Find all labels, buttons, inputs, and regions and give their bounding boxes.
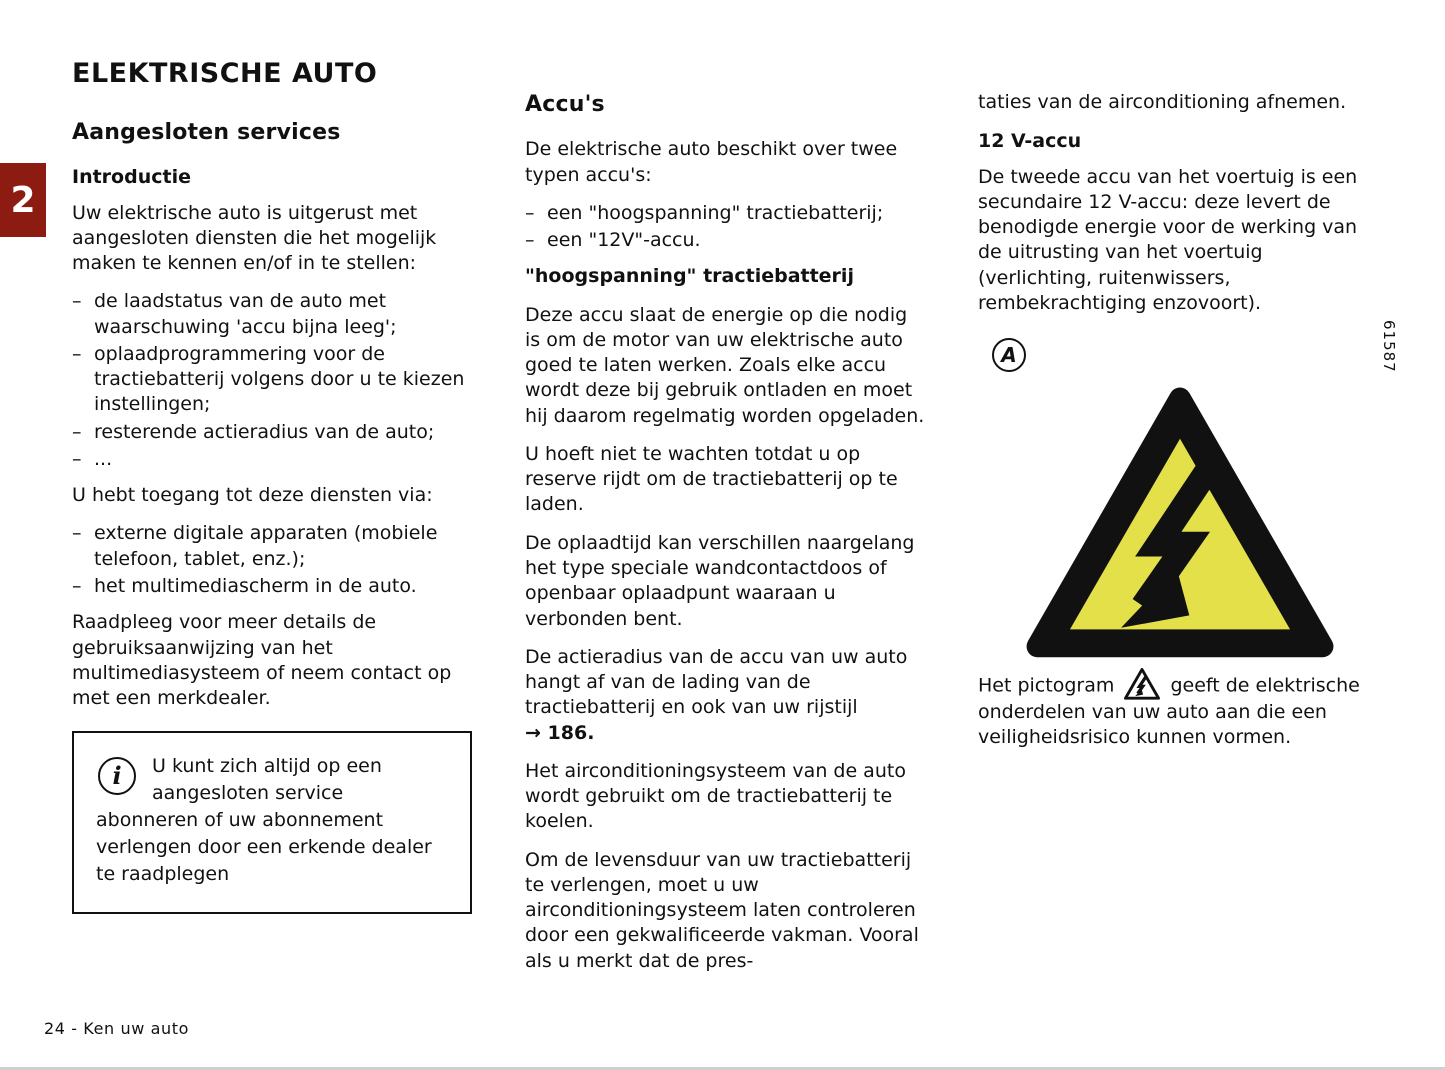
list-item bbox=[525, 201, 925, 226]
section-heading: Aangesloten services bbox=[72, 120, 341, 145]
paragraph: Om de levensduur van uw tractiebatterij te verlengen, moet u uw airconditioningsysteem laten controleren door een gekwalificeerde vakman. Vooral als u merkt dat de pres- bbox=[525, 848, 919, 972]
list-dash: – bbox=[525, 229, 535, 252]
list-item-text: het multimediascherm in de auto. bbox=[94, 574, 417, 597]
subsection-heading: Introductie bbox=[72, 166, 191, 189]
list-item bbox=[72, 289, 472, 340]
figure-code: 61587 bbox=[1380, 320, 1398, 373]
list-item bbox=[72, 420, 472, 445]
subsection-heading: 12 V-accu bbox=[978, 130, 1082, 153]
list-dash: – bbox=[525, 201, 535, 224]
list-item-text: de laadstatus van de auto met waarschuwing 'accu bijna leeg'; bbox=[94, 290, 397, 338]
list-dash: – bbox=[72, 522, 82, 545]
paragraph-text: Het pictogram bbox=[978, 674, 1115, 697]
pictogram-paragraph bbox=[978, 668, 1382, 750]
list-item bbox=[72, 574, 472, 599]
list-item-text: resterende actieradius van de auto; bbox=[94, 420, 435, 443]
paragraph: De oplaadtijd kan verschillen naargelang het type speciale wandcontactdoos of openbaar oplaadpunt waaraan u verbonden bent. bbox=[525, 531, 915, 630]
paragraph: Deze accu slaat de energie op die nodig is om de motor van uw elektrische auto goed te laten werken. Zoals elke accu wordt deze bij gebruik ontladen en moet hij daarom regelmatig worden opgeladen. bbox=[525, 303, 925, 427]
bullet-list bbox=[72, 521, 472, 599]
paragraph: De elektrische auto beschikt over twee typen accu's: bbox=[525, 138, 898, 186]
paragraph: U hoeft niet te wachten totdat u op reserve rijdt om de tractiebatterij op te laden. bbox=[525, 442, 898, 516]
info-box bbox=[72, 731, 472, 914]
paragraph: U hebt toegang tot deze diensten via: bbox=[72, 484, 433, 507]
list-item bbox=[72, 342, 472, 418]
list-item bbox=[72, 447, 472, 472]
list-dash: – bbox=[72, 420, 82, 443]
column-2 bbox=[525, 90, 925, 987]
subsection-heading: "hoogspanning" tractiebatterij bbox=[525, 265, 854, 288]
circled-a-letter: A bbox=[1001, 342, 1017, 367]
paragraph: Het airconditioningsysteem van de auto wordt gebruikt om de tractiebatterij te koelen. bbox=[525, 759, 906, 833]
high-voltage-pictogram-icon bbox=[1124, 668, 1160, 700]
section-heading: Accu's bbox=[525, 92, 605, 117]
list-dash: – bbox=[72, 447, 82, 470]
page-reference: → 186. bbox=[525, 721, 595, 744]
info-icon bbox=[98, 757, 136, 795]
column-3 bbox=[978, 90, 1398, 763]
paragraph: Raadpleeg voor meer details de gebruiksaanwijzing van het multimediasysteem of neem contact op met een merkdealer. bbox=[72, 611, 452, 710]
list-item bbox=[525, 228, 925, 253]
list-item-text: externe digitale apparaten (mobiele telefoon, tablet, enz.); bbox=[94, 522, 438, 570]
column-1 bbox=[72, 118, 472, 914]
chapter-tab bbox=[0, 163, 46, 237]
page-footer: 24 - Ken uw auto bbox=[44, 1019, 189, 1038]
list-dash: – bbox=[72, 342, 82, 365]
list-item-text: een "hoogspanning" tractiebatterij; bbox=[547, 201, 884, 224]
paragraph-text: De actieradius van de accu van uw auto hangt af van de lading van de tractiebatterij en ook van uw rijstijl bbox=[525, 645, 908, 719]
paragraph: De tweede accu van het voertuig is een secundaire 12 V-accu: deze levert de benodigde energie voor de werking van de uitrusting van het voertuig (verlichting, ruitenwissers, rembekrachtiging enzovoort). bbox=[978, 165, 1358, 314]
circled-a-label bbox=[992, 338, 1026, 372]
list-item-text: een "12V"-accu. bbox=[547, 229, 701, 252]
list-item-text: oplaadprogrammering voor de tractiebatterij volgens door u te kiezen instellingen; bbox=[94, 342, 465, 416]
info-box-text: U kunt zich altijd op een aangesloten service abonneren of uw abonnement verlengen door een erkende dealer te raadplegen bbox=[96, 755, 432, 886]
list-item-text: ... bbox=[94, 447, 113, 470]
bullet-list bbox=[72, 289, 472, 472]
warning-triangle-icon bbox=[1025, 386, 1335, 659]
paragraph-text: geeft de elektrische onderdelen van uw auto aan die een veiligheidsrisico kunnen vormen. bbox=[978, 674, 1360, 749]
paragraph-with-reference bbox=[525, 645, 925, 746]
paragraph: taties van de airconditioning afnemen. bbox=[978, 91, 1347, 113]
page-title: ELEKTRISCHE AUTO bbox=[72, 58, 378, 90]
paragraph: Uw elektrische auto is uitgerust met aangesloten diensten die het mogelijk maken te kennen en/of in te stellen: bbox=[72, 201, 437, 275]
list-item bbox=[72, 521, 472, 572]
bullet-list bbox=[525, 201, 925, 254]
info-icon-glyph: i bbox=[112, 761, 122, 791]
list-dash: – bbox=[72, 574, 82, 597]
list-dash: – bbox=[72, 290, 82, 313]
chapter-number: 2 bbox=[10, 179, 36, 221]
figure-high-voltage bbox=[978, 320, 1398, 668]
